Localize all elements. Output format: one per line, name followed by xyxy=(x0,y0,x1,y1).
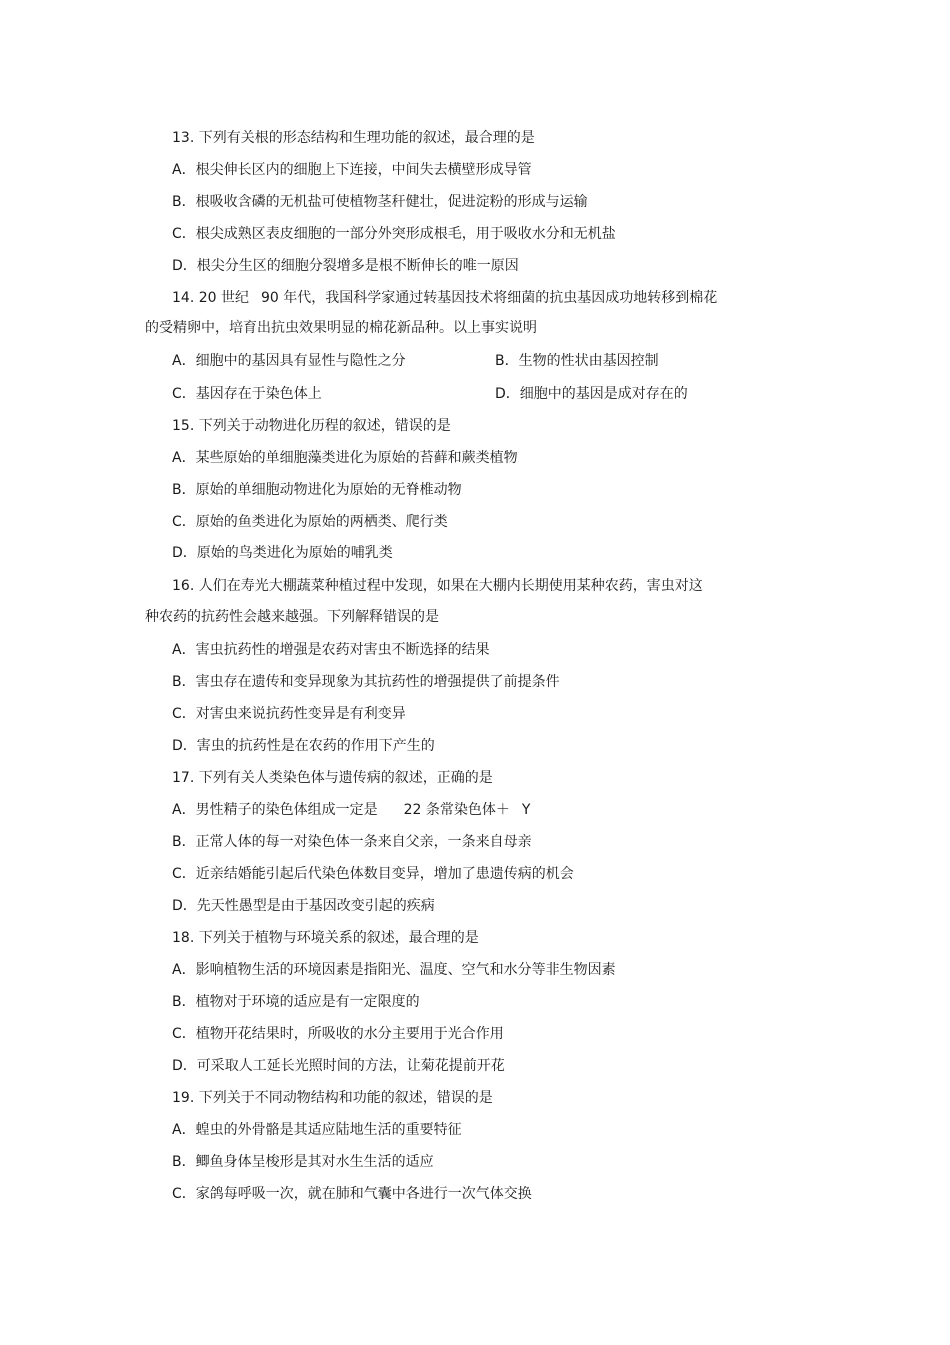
question-15-option-c: C．原始的鱼类进化为原始的两栖类、爬行类 xyxy=(172,514,448,530)
question-13-option-a: A．根尖伸长区内的细胞上下连接，中间失去横壁形成导管 xyxy=(172,162,532,178)
question-13-stem: 13. 下列有关根的形态结构和生理功能的叙述，最合理的是 xyxy=(172,130,535,146)
question-17-option-a-part3: Y xyxy=(521,802,531,818)
question-14-option-d: D．细胞中的基因是成对存在的 xyxy=(495,386,688,402)
question-16-option-d: D．害虫的抗药性是在农药的作用下产生的 xyxy=(172,738,435,754)
question-17-option-a-part2: 22 条常染色体＋ xyxy=(403,802,510,818)
question-18-option-c: C．植物开花结果时，所吸收的水分主要用于光合作用 xyxy=(172,1026,504,1042)
question-17-option-a xyxy=(172,800,530,820)
question-13-option-c: C．根尖成熟区表皮细胞的一部分外突形成根毛，用于吸收水分和无机盐 xyxy=(172,226,616,242)
question-17-option-d: D．先天性愚型是由于基因改变引起的疾病 xyxy=(172,898,435,914)
question-18-option-a: A．影响植物生活的环境因素是指阳光、温度、空气和水分等非生物因素 xyxy=(172,962,616,978)
question-16-option-b: B．害虫存在遗传和变异现象为其抗药性的增强提供了前提条件 xyxy=(172,674,560,690)
question-18-stem: 18. 下列关于植物与环境关系的叙述，最合理的是 xyxy=(172,930,479,946)
question-19-option-b: B．鲫鱼身体呈梭形是其对水生生活的适应 xyxy=(172,1154,434,1170)
question-17-option-c: C．近亲结婚能引起后代染色体数目变异，增加了患遗传病的机会 xyxy=(172,866,574,882)
question-13-option-d: D．根尖分生区的细胞分裂增多是根不断伸长的唯一原因 xyxy=(172,258,519,274)
question-19-option-c: C．家鸽每呼吸一次，就在肺和气囊中各进行一次气体交换 xyxy=(172,1186,532,1202)
question-17-option-b: B．正常人体的每一对染色体一条来自父亲，一条来自母亲 xyxy=(172,834,532,850)
question-15-stem: 15. 下列关于动物进化历程的叙述，错误的是 xyxy=(172,418,451,434)
question-15-option-d: D．原始的鸟类进化为原始的哺乳类 xyxy=(172,545,393,561)
question-14-option-b: B．生物的性状由基因控制 xyxy=(495,353,659,369)
question-14-option-a: A．细胞中的基因具有显性与隐性之分 xyxy=(172,353,406,369)
question-14-stem-line2: 的受精卵中，培育出抗虫效果明显的棉花新品种。以上事实说明 xyxy=(145,320,537,336)
question-16-stem-line1: 16. 人们在寿光大棚蔬菜种植过程中发现，如果在大棚内长期使用某种农药，害虫对这 xyxy=(172,578,703,594)
question-16-stem-line2: 种农药的抗药性会越来越强。下列解释错误的是 xyxy=(145,609,439,625)
question-14-stem-part-a: 14. 20 世纪 xyxy=(172,290,249,306)
question-15-option-a: A．某些原始的单细胞藻类进化为原始的苔藓和蕨类植物 xyxy=(172,450,518,466)
question-16-option-c: C．对害虫来说抗药性变异是有利变异 xyxy=(172,706,406,722)
question-15-option-b: B．原始的单细胞动物进化为原始的无脊椎动物 xyxy=(172,482,462,498)
question-18-option-d: D．可采取人工延长光照时间的方法，让菊花提前开花 xyxy=(172,1058,505,1074)
question-18-option-b: B．植物对于环境的适应是有一定限度的 xyxy=(172,994,420,1010)
question-16-option-a: A．害虫抗药性的增强是农药对害虫不断选择的结果 xyxy=(172,642,490,658)
question-13-option-b: B．根吸收含磷的无机盐可使植物茎秆健壮，促进淀粉的形成与运输 xyxy=(172,194,588,210)
question-17-stem: 17. 下列有关人类染色体与遗传病的叙述，正确的是 xyxy=(172,770,493,786)
question-17-option-a-part1: A．男性精子的染色体组成一定是 xyxy=(172,802,378,818)
question-19-option-a: A．蝗虫的外骨骼是其适应陆地生活的重要特征 xyxy=(172,1122,462,1138)
question-19-stem: 19. 下列关于不同动物结构和功能的叙述，错误的是 xyxy=(172,1090,493,1106)
question-14-stem-part-b: 90 年代，我国科学家通过转基因技术将细菌的抗虫基因成功地转移到棉花 xyxy=(260,290,718,306)
question-14-option-c: C．基因存在于染色体上 xyxy=(172,386,322,402)
question-14-stem-line1 xyxy=(172,288,717,308)
